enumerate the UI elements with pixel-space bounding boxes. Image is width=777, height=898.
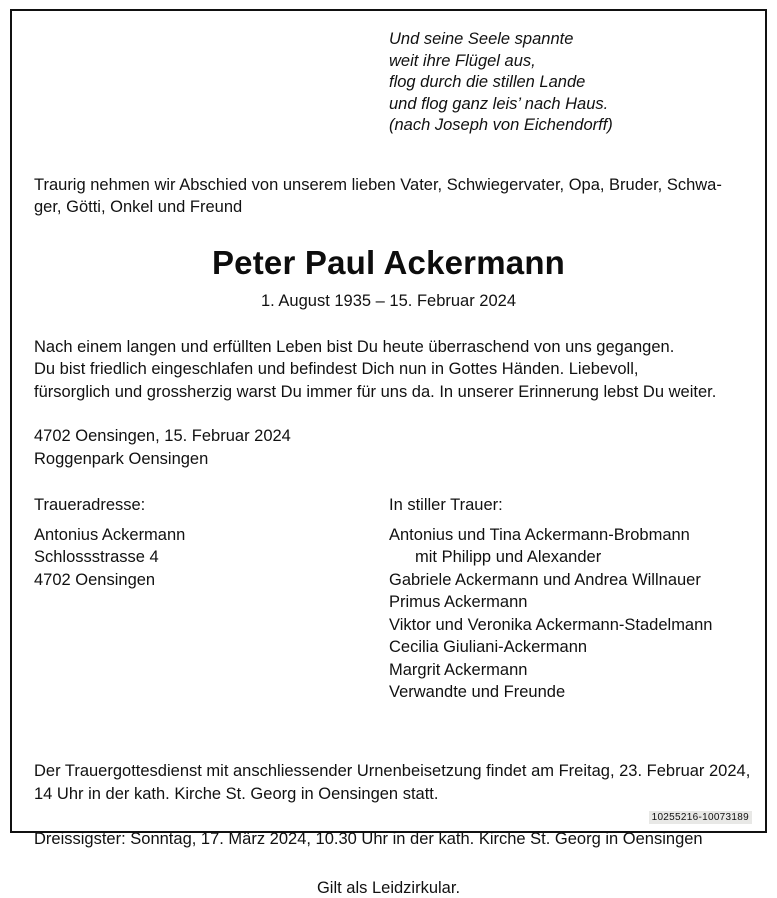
body-line-2: Du bist friedlich eingeschlafen und befindest Dich nun in Gottes Händen. Liebevoll,: [34, 360, 639, 378]
place-and-date: [34, 425, 743, 470]
details-columns: [34, 494, 743, 704]
place-line-1: 4702 Oensingen, 15. Februar 2024: [34, 427, 291, 445]
poem-block: [389, 29, 743, 137]
poem-line-4: und flog ganz leis’ nach Haus.: [389, 94, 609, 113]
notice-content: [34, 29, 751, 897]
place-line-2: Roggenpark Oensingen: [34, 449, 209, 468]
poem-line-3: flog durch die stillen Lande: [389, 73, 586, 91]
service-line-2: 14 Uhr in der kath. Kirche St. Georg in Oensingen statt.: [34, 784, 439, 803]
thirtieth-day-info: Dreissigster: Sonntag, 17. März 2024, 10.30 Uhr in der kath. Kirche St. Georg in Oensingen: [34, 829, 703, 848]
poem-attribution: (nach Joseph von Eichendorff): [389, 116, 613, 134]
survivor-line-8: Verwandte und Freunde: [389, 683, 566, 701]
deceased-name: Peter Paul Ackermann: [211, 243, 566, 281]
survivors-column: [389, 494, 743, 704]
obituary-body: [34, 336, 746, 404]
survivors-title: In stiller Trauer:: [389, 496, 503, 514]
deceased-dates: 1. August 1935 – 15. Februar 2024: [260, 291, 517, 310]
poem-line-1: Und seine Seele spannte: [389, 30, 574, 48]
body-line-3: fürsorglich und grossherzig warst Du immer für uns da. In unserer Erinnerung lebst Du weiter.: [34, 382, 717, 401]
reference-number: 10255216-10073189: [649, 811, 752, 824]
survivor-line-1: Antonius und Tina Ackermann-Brobmann: [389, 525, 690, 544]
survivor-line-3: Gabriele Ackermann und Andrea Willnauer: [389, 570, 701, 589]
mourning-address-line-3: 4702 Oensingen: [34, 570, 156, 589]
obituary-notice-card: [10, 9, 767, 897]
survivor-line-6: Cecilia Giuliani-Ackermann: [389, 638, 588, 656]
mourning-address-line-2: Schlossstrasse 4: [34, 548, 159, 566]
intro-line-1: Traurig nehmen wir Abschied von unserem lieben Vater, Schwiegervater, Opa, Bruder, Schwa-: [34, 175, 722, 194]
intro-line-2: ger, Götti, Onkel und Freund: [34, 197, 243, 216]
service-line-1: Der Trauergottesdienst mit anschliessender Urnenbeisetzung findet am Freitag, 23. Februar 2024,: [34, 761, 751, 780]
intro-text: [34, 174, 746, 218]
mourning-address-line-1: Antonius Ackermann: [34, 525, 186, 544]
poem-line-2: weit ihre Flügel aus,: [389, 51, 536, 70]
service-info: [34, 760, 751, 806]
survivor-line-2: mit Philipp und Alexander: [415, 548, 602, 566]
circular-note: Gilt als Leidzirkular.: [316, 878, 461, 897]
survivor-line-4: Primus Ackermann: [389, 593, 528, 611]
mourning-address-column: [34, 494, 389, 704]
body-line-1: Nach einem langen und erfüllten Leben bist Du heute überraschend von uns gegangen.: [34, 337, 675, 356]
survivor-line-5: Viktor und Veronika Ackermann-Stadelmann: [389, 615, 713, 634]
survivor-line-7: Margrit Ackermann: [389, 660, 528, 679]
mourning-address-title: Traueradresse:: [34, 496, 146, 514]
